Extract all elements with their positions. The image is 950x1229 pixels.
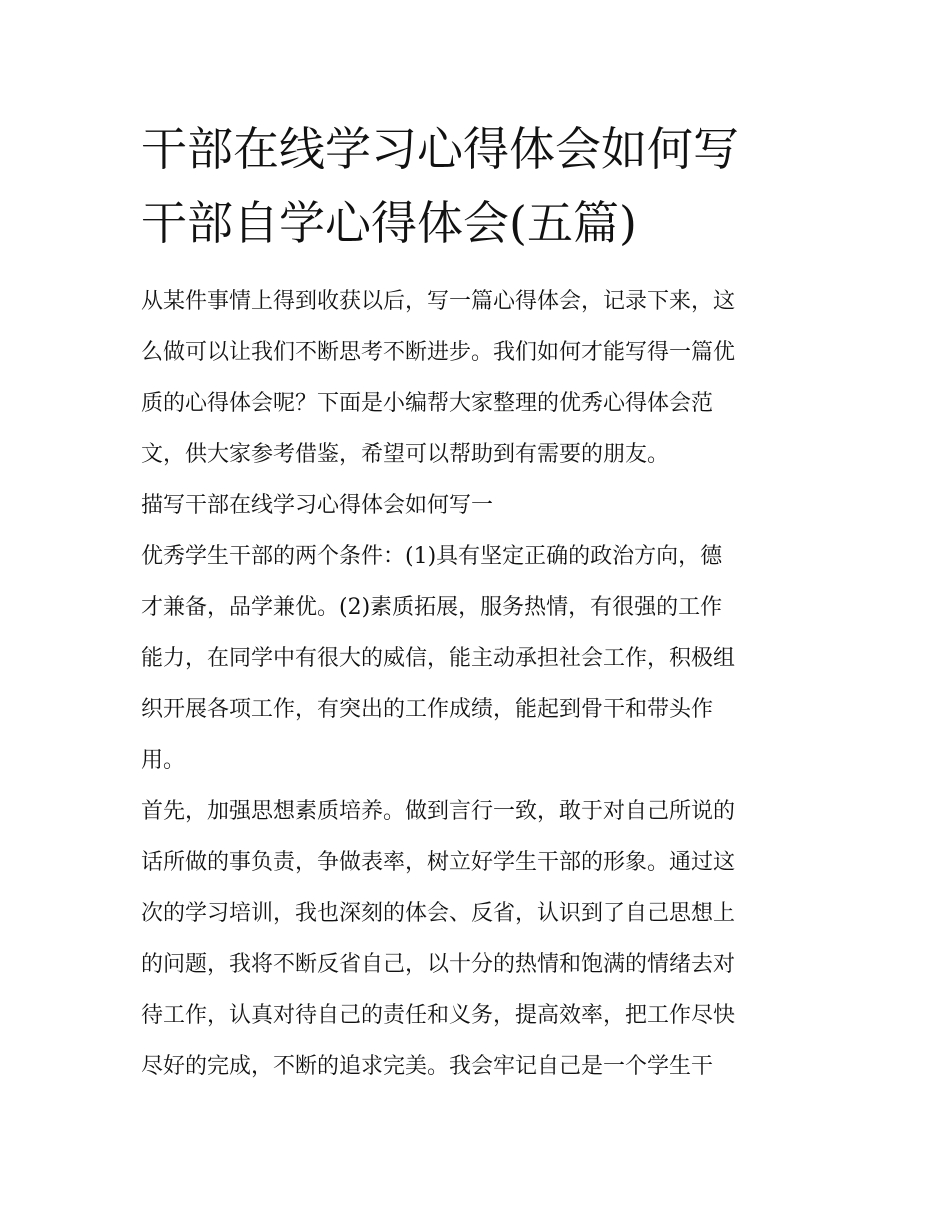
- text-line: 话所做的事负责，争做表率，树立好学生干部的形象。通过这: [141, 850, 736, 875]
- text-line: 能力，在同学中有很大的威信，能主动承担社会工作，积极组: [141, 646, 736, 671]
- text-line: 首先，加强思想素质培养。做到言行一致，敢于对自己所说的: [141, 799, 736, 824]
- text-line: 质的心得体会呢？下面是小编帮大家整理的优秀心得体会范: [141, 391, 714, 416]
- section-heading: 描写干部在线学习心得体会如何写一: [141, 493, 494, 518]
- text-line: 么做可以让我们不断思考不断进步。我们如何才能写得一篇优: [141, 340, 736, 365]
- text-line: 从某件事情上得到收获以后，写一篇心得体会，记录下来，这: [141, 289, 736, 314]
- text-line: 文，供大家参考借鉴，希望可以帮助到有需要的朋友。: [141, 442, 670, 467]
- text-line: 用。: [141, 748, 186, 773]
- text-line: 才兼备，品学兼优。(2)素质拓展，服务热情，有很强的工作: [141, 595, 723, 620]
- text-line: 织开展各项工作，有突出的工作成绩，能起到骨干和带头作: [141, 697, 714, 722]
- text-line: 优秀学生干部的两个条件：(1)具有坚定正确的政治方向，德: [141, 544, 723, 569]
- title-line-1: 干部在线学习心得体会如何写: [141, 122, 739, 176]
- document-title: [141, 112, 841, 260]
- title-line-2: 干部自学心得体会(五篇): [141, 196, 637, 250]
- text-line: 的问题，我将不断反省自己，以十分的热情和饱满的情绪去对: [141, 952, 736, 977]
- text-line: 待工作，认真对待自己的责任和义务，提高效率，把工作尽快: [141, 1003, 736, 1028]
- text-line: 尽好的完成，不断的追求完美。我会牢记自己是一个学生干: [141, 1054, 714, 1079]
- text-line: 次的学习培训，我也深刻的体会、反省，认识到了自己思想上: [141, 901, 736, 926]
- document-body: [141, 276, 813, 1092]
